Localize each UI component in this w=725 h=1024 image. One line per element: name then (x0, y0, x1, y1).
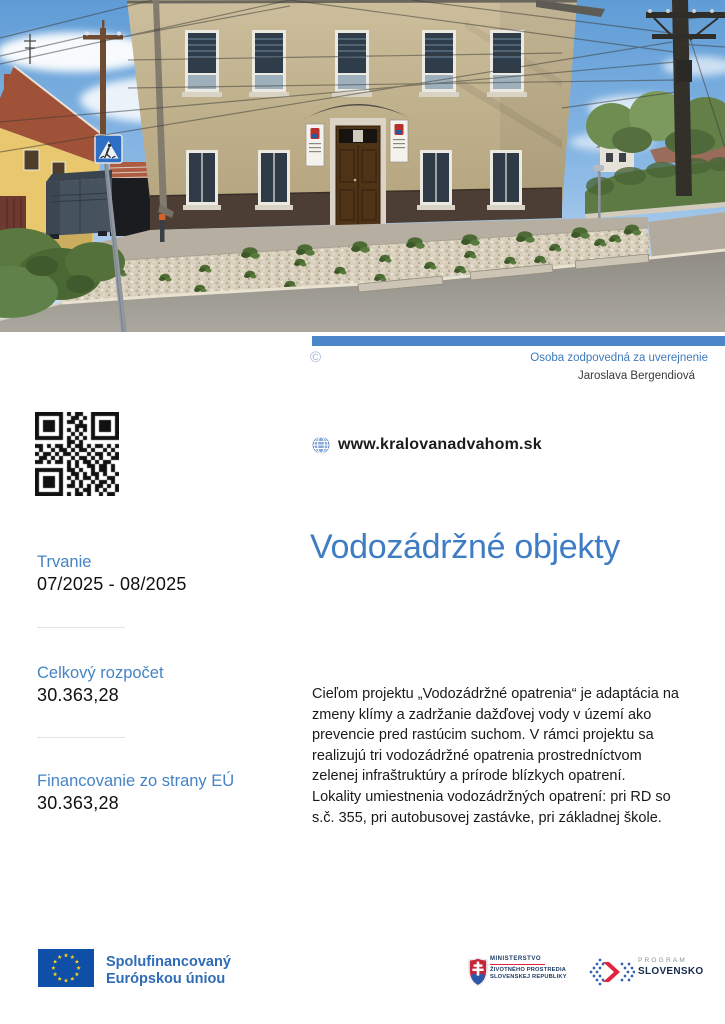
ministry-text (490, 956, 567, 981)
program-word: PROGRAM (638, 957, 687, 964)
ministry-red-rule (490, 964, 545, 966)
ministry-line2: ŽIVOTNÉHO PROSTREDIA (490, 967, 567, 974)
divider (37, 627, 125, 628)
program-slovensko-text (638, 957, 704, 977)
program-slovensko-logo (588, 957, 635, 987)
responsible-person-label: Osoba zodpovedná za uverejnenie (530, 352, 708, 364)
eu-flag-logo (38, 949, 94, 987)
locations-paragraph: Lokality umiestnenia vodozádržných opatrení: pri RD so s.č. 355, pri autobusovej zastávke, pri základnej škole. (312, 788, 671, 826)
globe-icon (312, 436, 330, 454)
eu-cofunding-line1: Spolufinancovaný (106, 954, 231, 970)
duration-value: 07/2025 - 08/2025 (37, 574, 187, 594)
website-url: www.kralovanadvahom.sk (338, 436, 542, 453)
total-budget-label: Celkový rozpočet (37, 664, 164, 682)
eu-cofunding-line2: Európskou úniou (106, 971, 226, 987)
project-title: Vodozádržné objekty (310, 528, 620, 566)
eu-funding-label: Financovanie zo strany EÚ (37, 772, 235, 790)
divider (37, 737, 125, 738)
slovensko-word: SLOVENSKO (638, 966, 704, 977)
responsible-person-name: Jaroslava Bergendiová (578, 370, 695, 382)
project-description (312, 684, 684, 828)
description-paragraph: Cieľom projektu „Vodozádržné opatrenia“ je adaptácia na zmeny klímy a zadržanie dažďovej vody v území ako prevencie pred rastúcim suchom. V rámci projektu sa realizujú tri vodozádržné opatrenia prostredníctvom zelenej infraštruktúry a prírode blízkych opatrení. (312, 686, 679, 785)
building-photo (0, 0, 725, 332)
eu-funding-value: 30.363,28 (37, 793, 119, 813)
copyright-symbol: © (310, 349, 322, 366)
ministry-line3: SLOVENSKEJ REPUBLIKY (490, 974, 567, 981)
eu-cofunding-text (106, 954, 231, 988)
ministry-coat-of-arms (468, 957, 488, 987)
qr-code (35, 412, 119, 496)
accent-bar (312, 336, 725, 346)
ministry-line1: MINISTERSTVO (490, 956, 542, 962)
total-budget-value: 30.363,28 (37, 685, 119, 705)
duration-label: Trvanie (37, 553, 92, 571)
website-row (312, 436, 542, 454)
dumpster (46, 162, 154, 239)
